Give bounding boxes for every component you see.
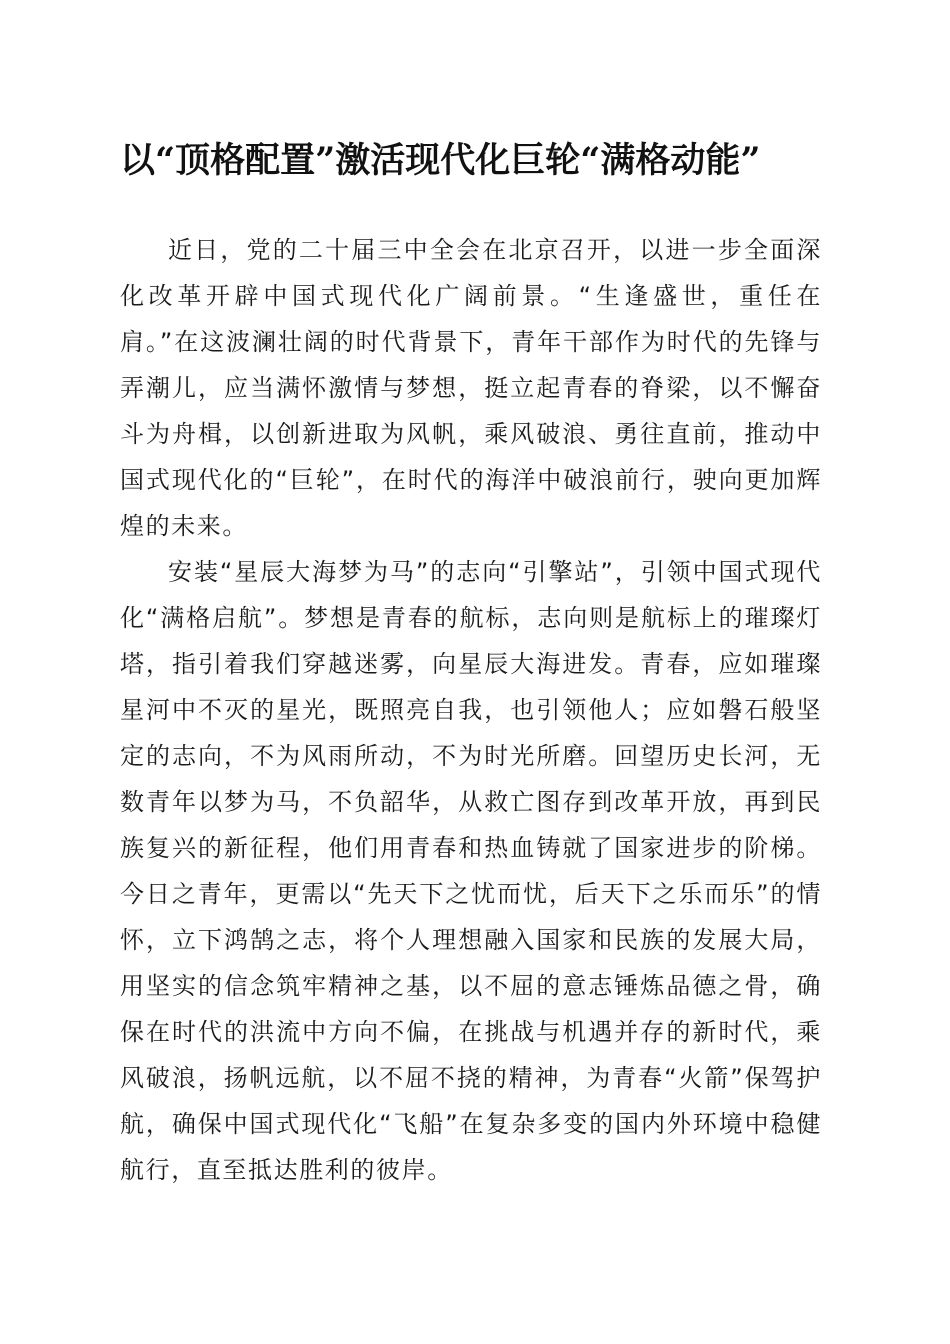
paragraph-2: 安装“星辰大海梦为马”的志向“引擎站”，引领中国式现代化“满格启航”。梦想是青春的航标，志向则是航标上的璀璨灯塔，指引着我们穿越迷雾，向星辰大海进发。青春，应如璀璨星河中不灭的星光，既照亮自我，也引领他人；应如磐石般坚定的志向，不为风雨所动，不为时光所磨。回望历史长河，无数青年以梦为马，不负韶华，从救亡图存到改革开放，再到民族复兴的新征程，他们用青春和热血铸就了国家进步的阶梯。今日之青年，更需以“先天下之忧而忧，后天下之乐而乐”的情怀，立下鸿鹄之志，将个人理想融入国家和民族的发展大局，用坚实的信念筑牢精神之基，以不屈的意志锤炼品德之骨，确保在时代的洪流中方向不偏，在挑战与机遇并存的新时代，乘风破浪，扬帆远航，以不屈不挠的精神，为青春“火箭”保驾护航，确保中国式现代化“飞船”在复杂多变的国内外环境中稳健航行，直至抵达胜利的彼岸。 — [120, 558, 822, 1184]
document-body — [120, 227, 822, 1193]
document-title: 以“顶格配置”激活现代化巨轮“满格动能” — [120, 140, 761, 181]
paragraph-1: 近日，党的二十届三中全会在北京召开，以进一步全面深化改革开辟中国式现代化广阔前景。“生逢盛世，重任在肩。”在这波澜壮阔的时代背景下，青年干部作为时代的先锋与弄潮儿，应当满怀激情与梦想，挺立起青春的脊梁，以不懈奋斗为舟楫，以创新进取为风帆，乘风破浪、勇往直前，推动中国式现代化的“巨轮”，在时代的海洋中破浪前行，驶向更加辉煌的未来。 — [120, 236, 822, 540]
